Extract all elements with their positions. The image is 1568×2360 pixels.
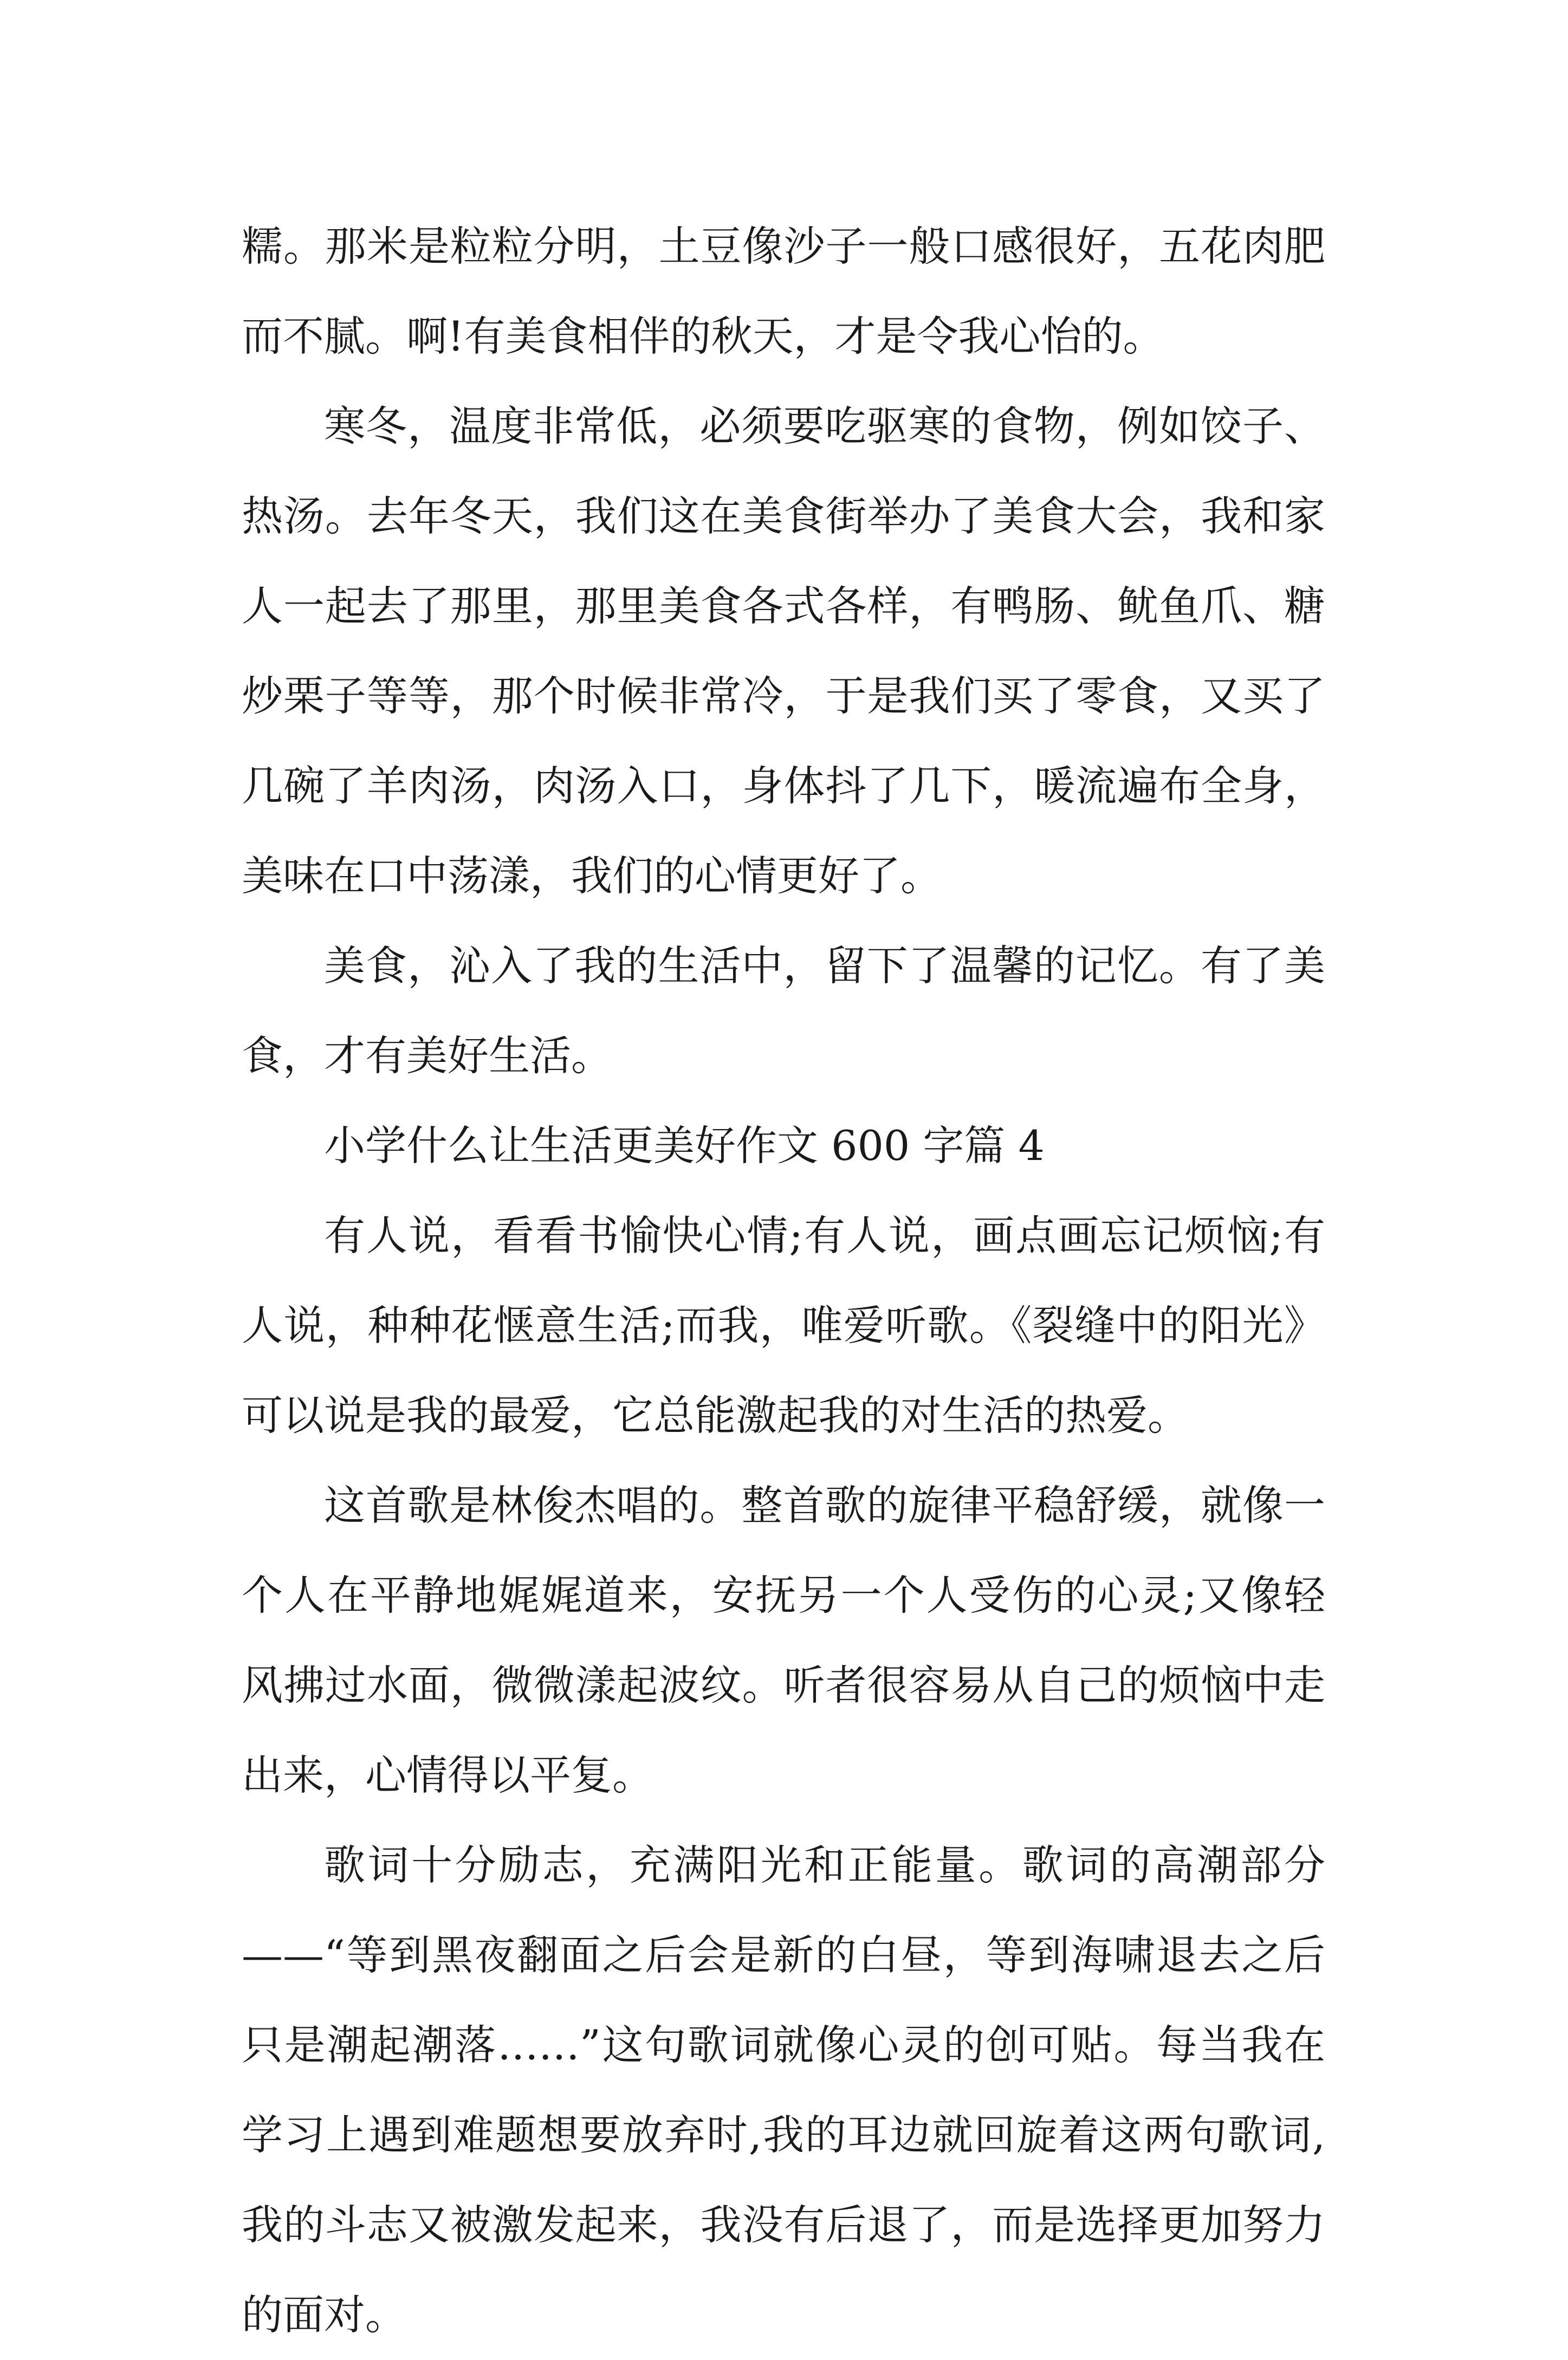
paragraph-5: 这首歌是林俊杰唱的。整首歌的旋律平稳舒缓，就像一个人在平静地娓娓道来，安抚另一个人受伤的心灵;又像轻风拂过水面，微微漾起波纹。听者很容易从自己的烦恼中走出来，心情得以平复。 [242, 1481, 1325, 1799]
section-heading: 小学什么让生活更美好作文 600 字篇 4 [324, 1121, 1045, 1170]
paragraph-1: 糯。那米是粒粒分明，土豆像沙子一般口感很好，五花肉肥而不腻。啊!有美食相伴的秋天，才是令我心怡的。 [242, 222, 1325, 360]
paragraph-2: 寒冬，温度非常低，必须要吃驱寒的食物，例如饺子、热汤。去年冬天，我们这在美食街举办了美食大会，我和家人一起去了那里，那里美食各式各样，有鸭肠、鱿鱼爪、糖炒栗子等等，那个时候非常冷，于是我们买了零食，又买了几碗了羊肉汤，肉汤入口，身体抖了几下，暖流遍布全身，美味在口中荡漾，我们的心情更好了。 [242, 402, 1325, 900]
paragraph-4: 有人说，看看书愉快心情;有人说，画点画忘记烦恼;有人说，种种花惬意生活;而我，唯爱听歌。《裂缝中的阳光》可以说是我的最爱，它总能激起我的对生活的热爱。 [242, 1211, 1325, 1440]
document-body [242, 202, 1325, 2360]
paragraph-6: 歌词十分励志，充满阳光和正能量。歌词的高潮部分——“等到黑夜翻面之后会是新的白昼，等到海啸退去之后只是潮起潮落……”这句歌词就像心灵的创可贴。每当我在学习上遇到难题想要放弃时,我的耳边就回旋着这两句歌词,我的斗志又被激发起来，我没有后退了，而是选择更加努力的面对。 [242, 1841, 1325, 2339]
paragraph-3: 美食，沁入了我的生活中，留下了温馨的记忆。有了美食，才有美好生活。 [242, 942, 1325, 1080]
